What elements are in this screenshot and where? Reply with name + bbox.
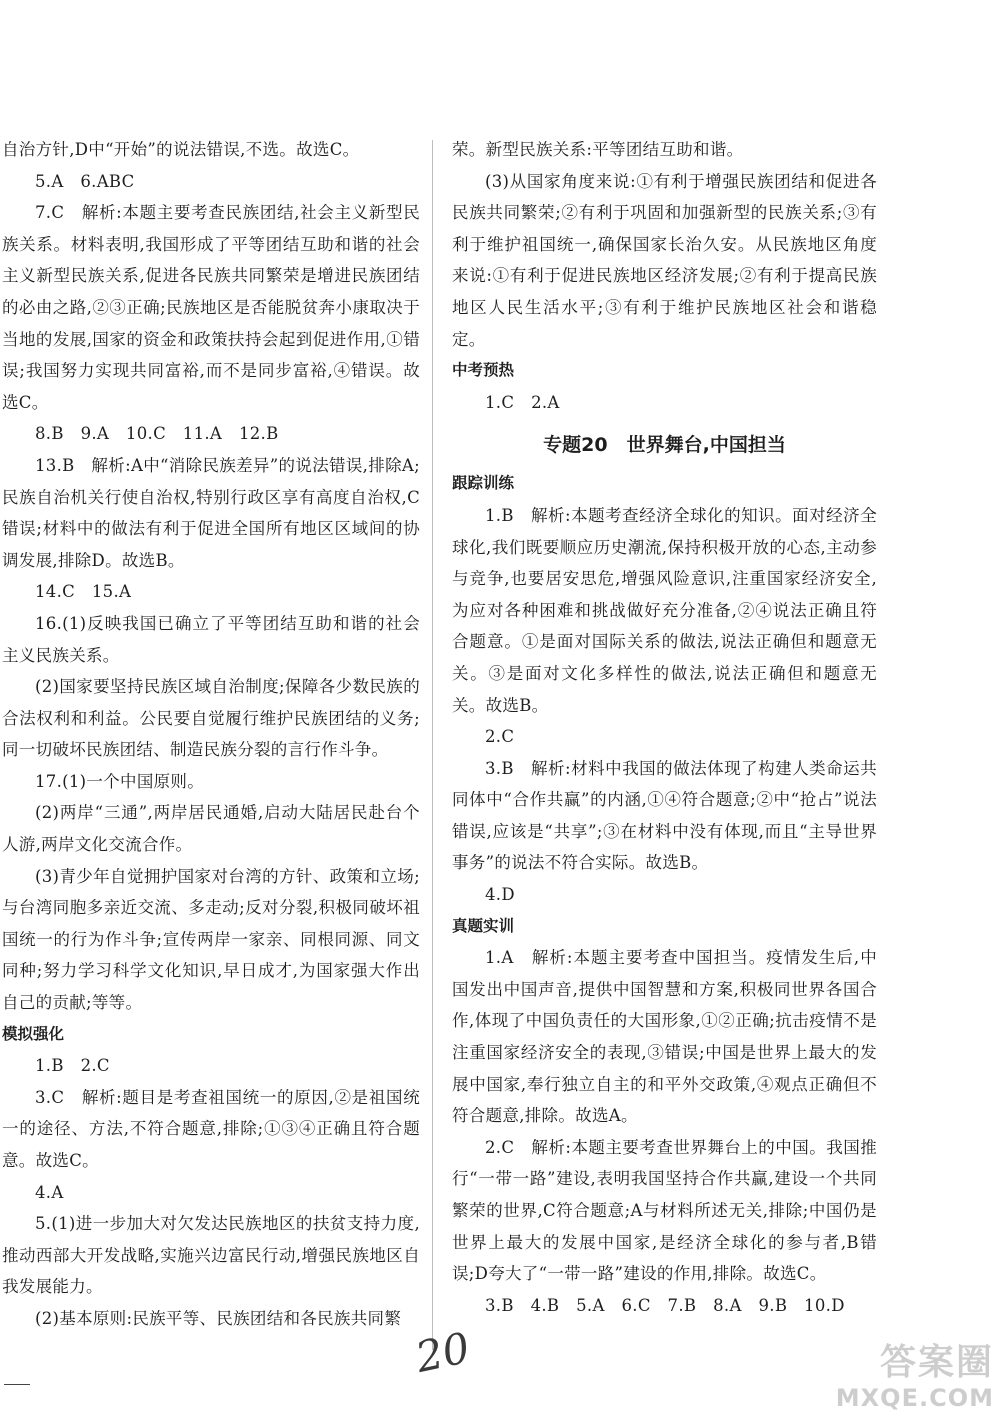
column-divider xyxy=(432,140,433,1350)
answer-paragraph: 荣。新型民族关系:平等团结互助和谐。 xyxy=(452,140,744,159)
watermark-url: MXQE.COM xyxy=(835,1384,994,1412)
left-column xyxy=(2,134,420,1335)
answer-paragraph: (3)青少年自觉拥护国家对台湾的方针、政策和立场;与台湾同胞多亲近交流、多走动;反对分裂,积极同破坏祖国统一的行为作斗争;宣传两岸一家亲、同根同源、同文同种;努力学习科学文化知识,早日成才,为国家强大作出自己的贡献;等等。 xyxy=(2,866,420,1013)
answer-paragraph: 3.C 解析:题目是考查祖国统一的原因,②是祖国统一的途径、方法,不符合题意,排除;①③④正确且符合题意。故选C。 xyxy=(2,1087,420,1170)
answer-paragraph: 1.C 2.A xyxy=(485,392,560,412)
answer-paragraph: (3)从国家角度来说:①有利于增强民族团结和促进各民族共同繁荣;②有利于巩固和加强新型的民族关系;③有利于维护祖国统一,确保国家长治久安。从民族地区角度来说:①有利于促进民族地区经济发展;②有利于提高民族地区人民生活水平;③有利于维护民族地区社会和谐稳定。 xyxy=(452,171,877,349)
section-heading: 模拟强化 xyxy=(2,1024,65,1043)
answer-paragraph: 7.C 解析:本题主要考查民族团结,社会主义新型民族关系。材料表明,我国形成了平等团结互助和谐的社会主义新型民族关系,促进各民族共同繁荣是增进民族团结的必由之路,②③正确;民族地区是否能脱贫奔小康取决于当地的发展,国家的资金和政策扶持会起到促进作用,①错误;我国努力实现共同富裕,而不是同步富裕,④错误。故选C。 xyxy=(2,203,420,412)
right-column xyxy=(452,134,877,1321)
topic-title: 专题20 世界舞台,中国担当 xyxy=(543,434,786,457)
answer-paragraph: 自治方针,D中“开始”的说法错误,不选。故选C。 xyxy=(2,140,360,159)
page-number: 20 xyxy=(411,1322,474,1383)
answer-paragraph: 3.B 解析:材料中我国的做法体现了构建人类命运共同体中“合作共赢”的内涵,①④符合题意;②中“抢占”说法错误,应该是“共享”;③在材料中没有体现,而且“主导世界事务”的说法不符合实际。故选B。 xyxy=(452,758,877,873)
watermark-logo: 答案圈 xyxy=(879,1342,994,1383)
answer-paragraph: 2.C 解析:本题主要考查世界舞台上的中国。我国推行“一带一路”建设,表明我国坚持合作共赢,建设一个共同繁荣的世界,C符合题意;A与材料所述无关,排除;中国仍是世界上最大的发展中国家,是经济全球化的参与者,B错误;D夸大了“一带一路”建设的作用,排除。故选C。 xyxy=(452,1137,877,1284)
section-heading: 跟踪训练 xyxy=(452,474,515,493)
answer-paragraph: 13.B 解析:A中“消除民族差异”的说法错误,排除A;民族自治机关行使自治权,特别行政区享有高度自治权,C错误;材料中的做法有利于促进全国所有地区区域间的协调发展,排除D。故选B。 xyxy=(2,455,420,570)
footer-rule xyxy=(4,1384,30,1385)
answer-paragraph: 3.B 4.B 5.A 6.C 7.B 8.A 9.B 10.D xyxy=(485,1295,845,1315)
site-watermark xyxy=(816,1334,994,1412)
answer-paragraph: (2)国家要坚持民族区域自治制度;保障各少数民族的合法权利和利益。公民要自觉履行维护民族团结的义务;同一切破坏民族团结、制造民族分裂的言行作斗争。 xyxy=(2,677,420,760)
answer-paragraph: (2)基本原则:民族平等、民族团结和各民族共同繁 xyxy=(35,1308,402,1328)
answer-paragraph: 1.B 解析:本题考查经济全球化的知识。面对经济全球化,我们既要顺应历史潮流,保持积极开放的心态,主动参与竞争,也要居安思危,增强风险意识,注重国家经济安全,为应对各种困难和挑战做好充分准备,②④说法正确且符合题意。①是面对国际关系的做法,说法正确但和题意无关。③是面对文化多样性的做法,说法正确但和题意无关。故选B。 xyxy=(452,505,877,715)
answer-paragraph: 16.(1)反映我国已确立了平等团结互助和谐的社会主义民族关系。 xyxy=(2,613,420,665)
answer-paragraph: 14.C 15.A xyxy=(35,582,132,602)
answer-paragraph: 17.(1)一个中国原则。 xyxy=(35,771,205,791)
answer-paragraph: 4.D xyxy=(485,885,515,905)
section-heading: 中考预热 xyxy=(452,361,515,380)
answer-paragraph: (2)两岸“三通”,两岸居民通婚,启动大陆居民赴台个人游,两岸文化交流合作。 xyxy=(2,803,420,855)
answer-paragraph: 5.(1)进一步加大对欠发达民族地区的扶贫支持力度,推动西部大开发战略,实施兴边富民行动,增强民族地区自我发展能力。 xyxy=(2,1214,420,1297)
section-heading: 真题实训 xyxy=(452,916,515,935)
answer-paragraph: 1.A 解析:本题主要考查中国担当。疫情发生后,中国发出中国声音,提供中国智慧和方案,积极同世界各国合作,体现了中国负责任的大国形象,①②正确;抗击疫情不是注重国家经济安全的表现,③错误;中国是世界上最大的发展中国家,奉行独立自主的和平外交政策,④观点正确但不符合题意,排除。故选A。 xyxy=(452,948,877,1126)
answer-paragraph: 2.C xyxy=(485,727,515,747)
answer-paragraph: 8.B 9.A 10.C 11.A 12.B xyxy=(35,424,279,444)
answer-paragraph: 4.A xyxy=(35,1182,64,1202)
answer-paragraph: 5.A 6.ABC xyxy=(35,171,135,191)
answer-paragraph: 1.B 2.C xyxy=(35,1056,110,1076)
